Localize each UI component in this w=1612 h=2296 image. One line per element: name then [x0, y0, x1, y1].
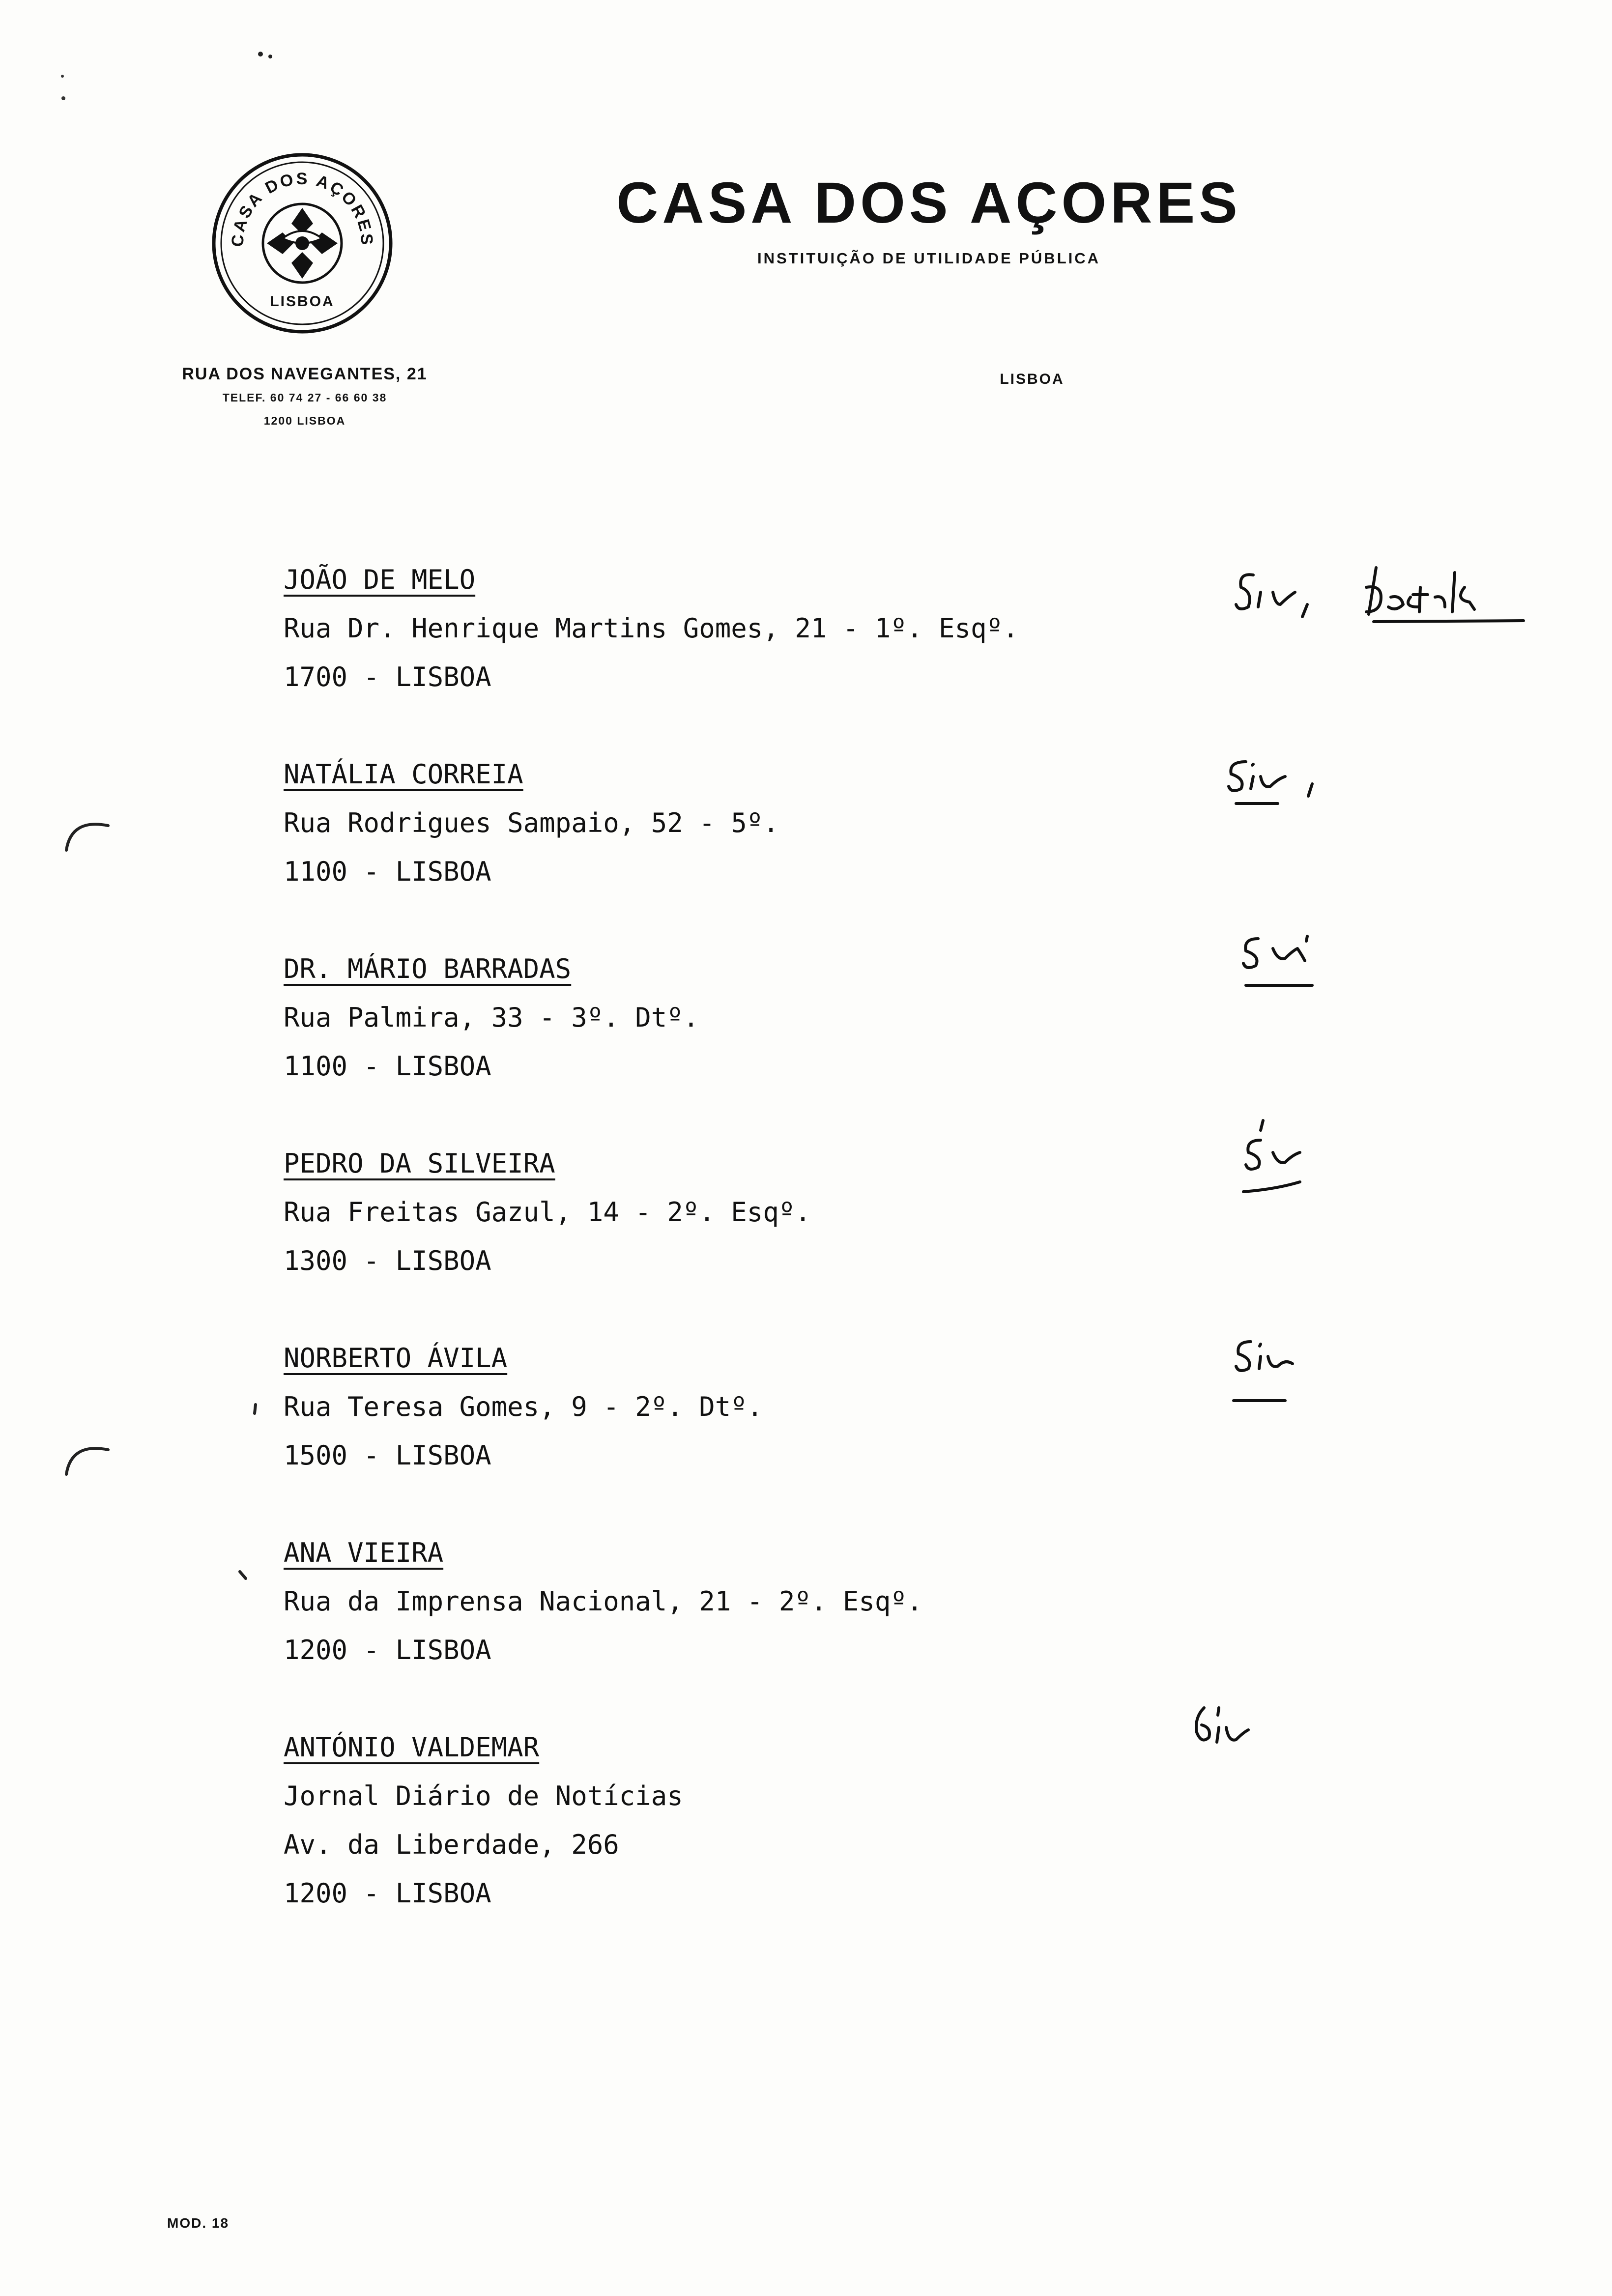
list-item [284, 945, 1019, 1091]
casa-dos-acores-seal [209, 150, 396, 337]
contact-name: ANTÓNIO VALDEMAR [284, 1732, 540, 1763]
contact-name: ANA VIEIRA [284, 1537, 444, 1568]
form-code: MOD. 18 [167, 2215, 230, 2231]
list-item [284, 1723, 1019, 1918]
seal-bottom-text: LISBOA [270, 293, 335, 310]
punch-hole-mark [61, 811, 115, 855]
letterhead-city: LISBOA [1000, 371, 1065, 387]
address-line: 1100 - LISBOA [284, 856, 491, 887]
address-line: Jornal Diário de Notícias [284, 1780, 683, 1811]
address-list [284, 555, 1019, 1966]
seal-top-text: CASA DOS AÇORES [228, 169, 376, 248]
organization-title: CASA DOS AÇORES [616, 171, 1241, 235]
address-line: Av. da Liberdade, 266 [284, 1829, 619, 1860]
contact-name: NORBERTO ÁVILA [284, 1343, 508, 1374]
address-line: Rua Dr. Henrique Martins Gomes, 21 - 1º. Esqº. [284, 613, 1019, 644]
address-line: Rua da Imprensa Nacional, 21 - 2º. Esqº. [284, 1586, 923, 1617]
contact-name: DR. MÁRIO BARRADAS [284, 953, 572, 984]
address-street: RUA DOS NAVEGANTES, 21 [182, 365, 428, 383]
address-line: 1700 - LISBOA [284, 661, 491, 692]
address-line: Rua Teresa Gomes, 9 - 2º. Dtº. [284, 1391, 763, 1422]
address-line: Rua Palmira, 33 - 3º. Dtº. [284, 1002, 699, 1033]
list-item [284, 1528, 1019, 1674]
stray-mark [256, 47, 285, 66]
address-line: 1100 - LISBOA [284, 1051, 491, 1082]
contact-name: JOÃO DE MELO [284, 564, 476, 595]
list-item [284, 555, 1019, 701]
list-item [284, 1334, 1019, 1480]
contact-name: PEDRO DA SILVEIRA [284, 1148, 555, 1179]
tick-mark [236, 1568, 251, 1582]
handwritten-note-sim [1229, 1334, 1317, 1413]
handwritten-note-sim-bastante [1234, 558, 1538, 627]
handwritten-note-sim [1236, 1118, 1324, 1204]
tick-mark [248, 1401, 263, 1420]
maltese-cross-icon [263, 204, 342, 283]
organization-subtitle: INSTITUIÇÃO DE UTILIDADE PÚBLICA [757, 250, 1101, 267]
stray-mark [57, 69, 71, 113]
handwritten-note-sim [1238, 931, 1337, 1000]
handwritten-note-sim [1189, 1703, 1263, 1762]
address-line: Rua Freitas Gazul, 14 - 2º. Esqº. [284, 1197, 811, 1228]
address-line: 1300 - LISBOA [284, 1245, 491, 1276]
address-line: 1500 - LISBOA [284, 1440, 491, 1471]
address-postal: 1200 LISBOA [263, 414, 346, 427]
list-item [284, 1139, 1019, 1285]
contact-name: NATÁLIA CORREIA [284, 759, 523, 790]
address-line: Rua Rodrigues Sampaio, 52 - 5º. [284, 807, 779, 838]
handwritten-note-sim [1224, 754, 1352, 813]
address-phone: TELEF. 60 74 27 - 66 60 38 [222, 391, 387, 404]
list-item [284, 750, 1019, 896]
address-line: 1200 - LISBOA [284, 1635, 491, 1665]
address-line: 1200 - LISBOA [284, 1878, 491, 1909]
punch-hole-mark [61, 1435, 115, 1479]
